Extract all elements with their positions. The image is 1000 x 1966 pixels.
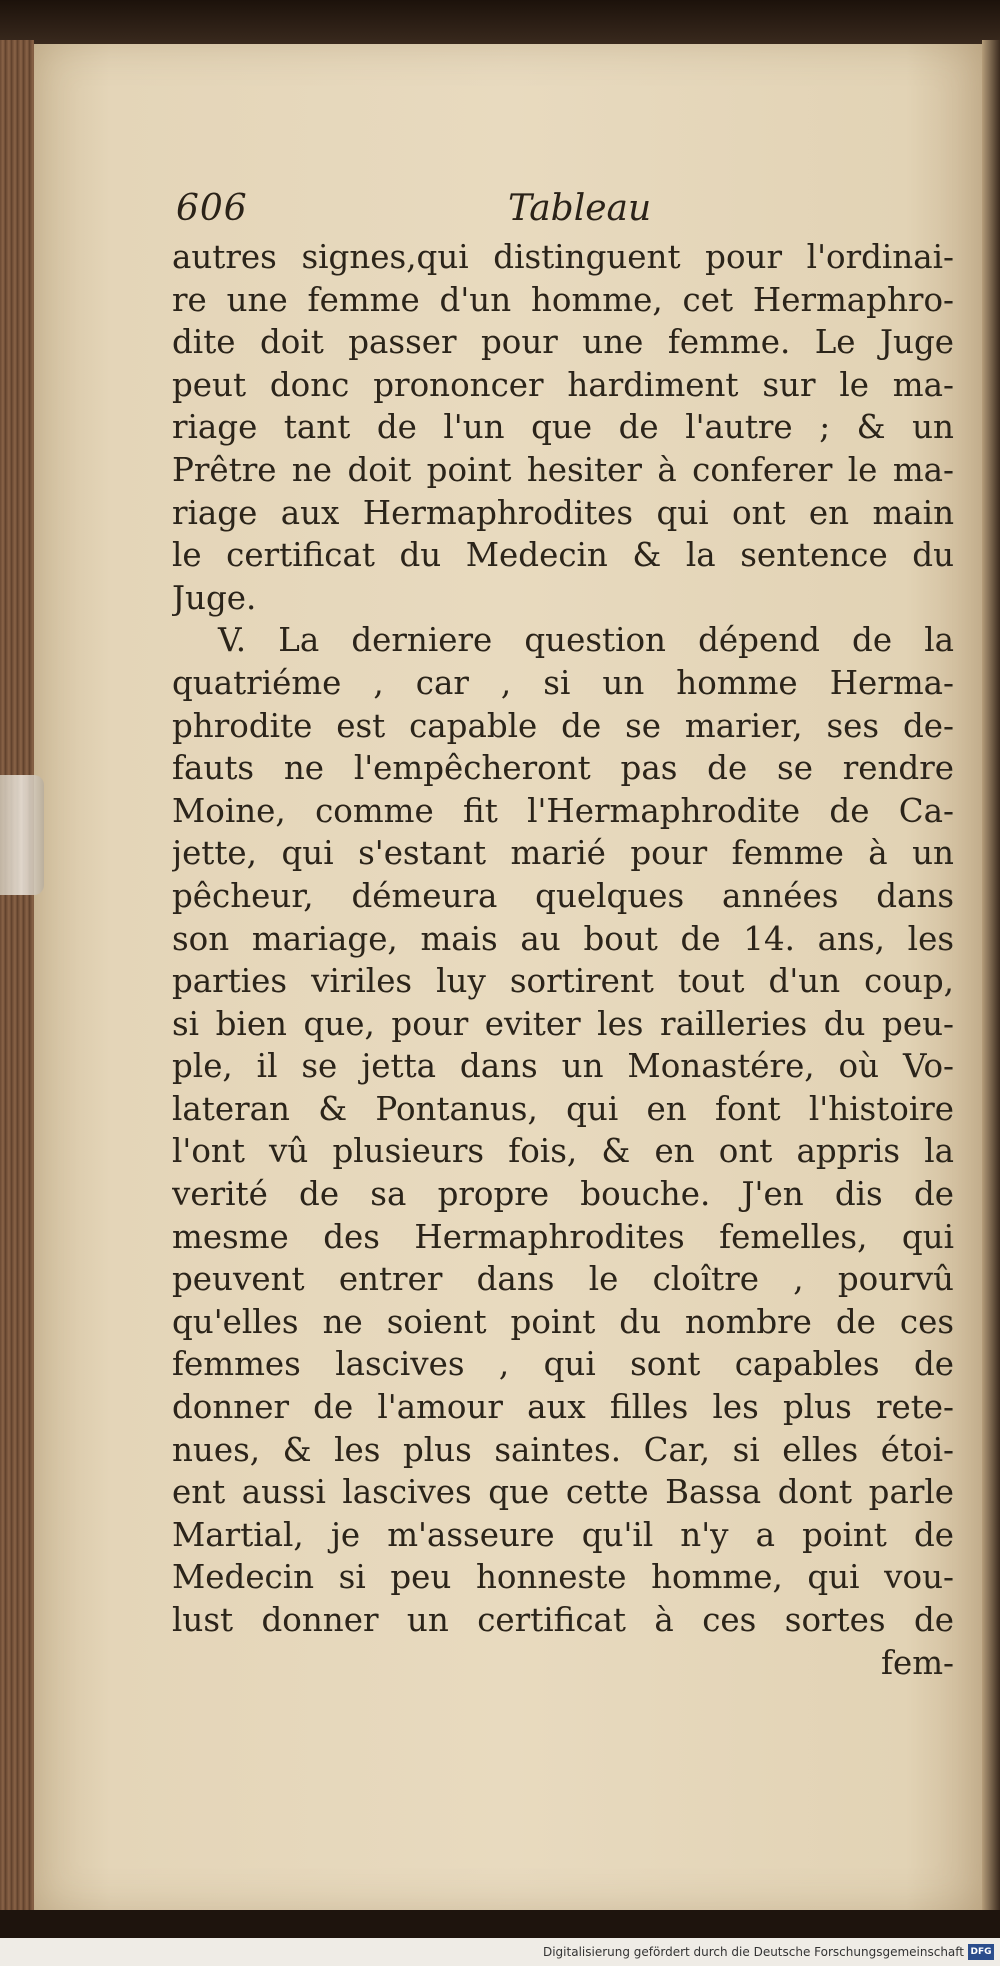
text-line: dite doit passer pour une femme. Le Juge	[172, 323, 954, 362]
text-line: Medecin si peu honneste homme, qui vou-	[172, 1558, 954, 1597]
catchword: fem-	[880, 1643, 954, 1682]
text-line: donner de l'amour aux filles les plus rete-	[172, 1388, 954, 1427]
text-line: fauts ne l'empêcheront pas de se rendre	[172, 749, 954, 788]
text-line: Moine, comme fit l'Hermaphrodite de Ca-	[172, 791, 954, 830]
text-line: Juge.	[172, 578, 257, 617]
text-line: peut donc prononcer hardiment sur le ma-	[172, 365, 954, 404]
text-line: le certificat du Medecin & la sentence du	[172, 536, 954, 575]
book-bottom-edge	[0, 1910, 1000, 1938]
dfg-logo-icon: DFG	[968, 1944, 994, 1960]
book-spine-edge	[0, 40, 34, 1920]
text-line: nues, & les plus saintes. Car, si elles étoi-	[172, 1430, 954, 1469]
body-text	[172, 236, 954, 1684]
text-line: riage aux Hermaphrodites qui ont en main	[172, 493, 954, 532]
text-line: mesme des Hermaphrodites femelles, qui	[172, 1217, 954, 1256]
text-line: lateran & Pontanus, qui en font l'histoire	[172, 1089, 954, 1128]
text-line: re une femme d'un homme, cet Hermaphro-	[172, 280, 954, 319]
page-header	[176, 188, 976, 238]
page-right-edge	[982, 40, 1000, 1920]
page-number: 606	[176, 188, 248, 229]
text-line: si bien que, pour eviter les railleries du peu-	[172, 1004, 954, 1043]
text-line: l'ont vû plusieurs fois, & en ont appris la	[172, 1132, 954, 1171]
page-clip	[0, 775, 44, 895]
text-line: pêcheur, démeura quelques années dans	[172, 876, 954, 915]
text-line: parties viriles luy sortirent tout d'un coup,	[172, 962, 954, 1001]
text-line: ple, il se jetta dans un Monastére, où Vo-	[172, 1047, 954, 1086]
text-line: verité de sa propre bouche. J'en dis de	[172, 1175, 954, 1214]
text-line: lust donner un certificat à ces sortes de	[172, 1601, 954, 1639]
digitization-footer	[0, 1938, 1000, 1966]
text-line: riage tant de l'un que de l'autre ; & un	[172, 408, 954, 447]
text-line: son mariage, mais au bout de 14. ans, les	[172, 919, 954, 958]
running-title: Tableau	[508, 188, 652, 229]
text-line: phrodite est capable de se marier, ses de-	[172, 706, 954, 745]
text-line: quatriéme , car , si un homme Herma-	[172, 663, 954, 702]
text-line: ent aussi lascives que cette Bassa dont parle	[172, 1473, 954, 1512]
text-line: V. La derniere question dépend de la	[218, 621, 954, 660]
text-line: jette, qui s'estant marié pour femme à un	[172, 834, 954, 873]
book-top-edge	[0, 0, 1000, 46]
text-line: peuvent entrer dans le cloître , pourvû	[172, 1260, 954, 1299]
text-line: qu'elles ne soient point du nombre de ces	[172, 1302, 954, 1341]
text-line: femmes lascives , qui sont capables de	[172, 1345, 954, 1384]
text-line: Prêtre ne doit point hesiter à conferer le ma-	[172, 450, 954, 489]
text-line: Martial, je m'asseure qu'il n'y a point de	[172, 1515, 954, 1554]
footer-credit: Digitalisierung gefördert durch die Deutsche Forschungsgemeinschaft	[542, 1945, 964, 1959]
text-line: autres signes,qui distinguent pour l'ordinai-	[172, 238, 954, 276]
